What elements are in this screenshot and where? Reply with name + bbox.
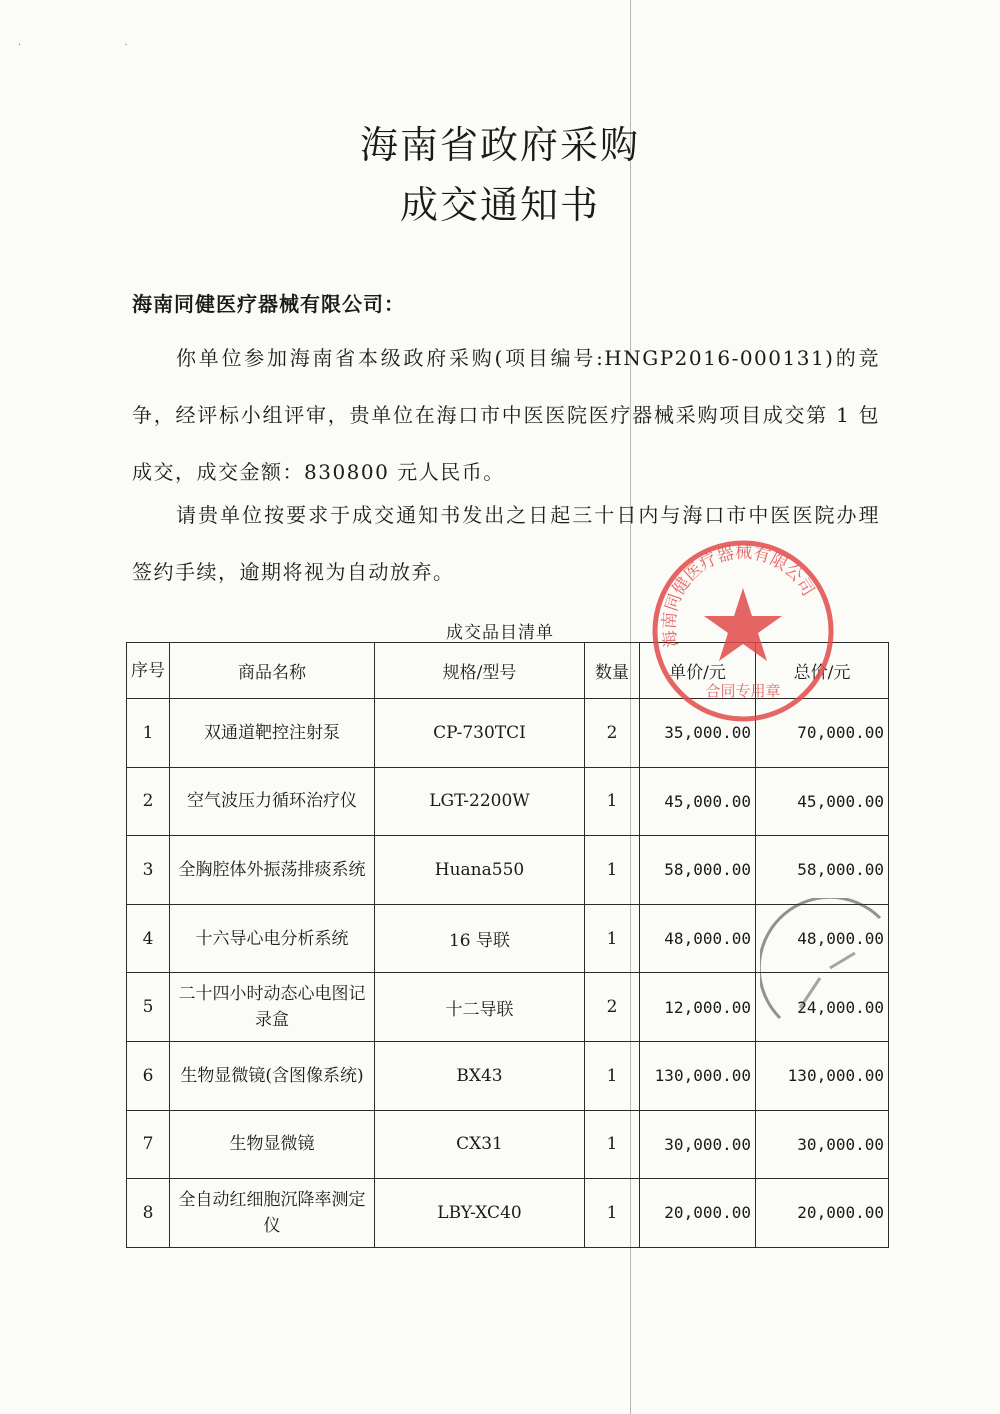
cell-unit-price: 130,000.00 xyxy=(640,1041,756,1110)
table-row xyxy=(127,1110,889,1179)
cell-no: 6 xyxy=(127,1041,170,1110)
recipient-line: 海南同健医疗器械有限公司： xyxy=(132,292,405,316)
cell-no: 5 xyxy=(127,973,170,1042)
cell-spec: BX43 xyxy=(375,1041,585,1110)
cell-name: 生物显微镜(含图像系统) xyxy=(170,1041,375,1110)
notice-paragraph-signing: 请贵单位按要求于成交通知书发出之日起三十日内与海口市中医医院办理签约手续，逾期将视为自动放弃。 xyxy=(132,503,880,584)
cell-total: 20,000.00 xyxy=(756,1179,889,1248)
cell-unit-price: 12,000.00 xyxy=(640,973,756,1042)
cell-qty: 2 xyxy=(585,699,640,768)
header-spec: 规格/型号 xyxy=(375,643,585,699)
cell-name: 全胸腔体外振荡排痰系统 xyxy=(170,836,375,905)
cell-total: 48,000.00 xyxy=(756,904,889,973)
cell-spec: 16 导联 xyxy=(375,904,585,973)
cell-total: 24,000.00 xyxy=(756,973,889,1042)
document-title: 海南省政府采购 xyxy=(359,123,640,167)
cell-name: 十六导心电分析系统 xyxy=(170,904,375,973)
cell-spec: LBY-XC40 xyxy=(375,1179,585,1248)
cell-name: 全自动红细胞沉降率测定仪 xyxy=(170,1179,375,1248)
cell-unit-price: 20,000.00 xyxy=(640,1179,756,1248)
cell-total: 45,000.00 xyxy=(756,767,889,836)
cell-total: 58,000.00 xyxy=(756,836,889,905)
cell-no: 2 xyxy=(127,767,170,836)
cell-no: 8 xyxy=(127,1179,170,1248)
cell-unit-price: 58,000.00 xyxy=(640,836,756,905)
header-unit-price: 单价/元 xyxy=(640,643,756,699)
cell-qty: 1 xyxy=(585,1110,640,1179)
header-name: 商品名称 xyxy=(170,643,375,699)
cell-name: 空气波压力循环治疗仪 xyxy=(170,767,375,836)
table-caption: 成交品目清单 xyxy=(446,623,554,643)
cell-spec: LGT-2200W xyxy=(375,767,585,836)
table-header-row xyxy=(127,643,889,699)
table-row xyxy=(127,699,889,768)
cell-name: 双通道靶控注射泵 xyxy=(170,699,375,768)
cell-unit-price: 45,000.00 xyxy=(640,767,756,836)
table-row xyxy=(127,904,889,973)
header-total: 总价/元 xyxy=(756,643,889,699)
header-no: 序号 xyxy=(127,643,170,699)
table-row xyxy=(127,1179,889,1248)
cell-no: 7 xyxy=(127,1110,170,1179)
cell-spec: 十二导联 xyxy=(375,973,585,1042)
document-subtitle: 成交通知书 xyxy=(399,183,600,227)
notice-paragraph-award: 你单位参加海南省本级政府采购(项目编号:HNGP2016-000131)的竞争，经评标小组评审，贵单位在海口市中医医院医疗器械采购项目成交第 1 包成交，成交金额：830800 元人民币。 xyxy=(132,346,880,484)
cell-total: 30,000.00 xyxy=(756,1110,889,1179)
cell-total: 130,000.00 xyxy=(756,1041,889,1110)
awarded-items-table xyxy=(126,642,889,1248)
seal-arc-text: 海南同健医疗器械有限公司 xyxy=(659,542,818,649)
cell-unit-price: 30,000.00 xyxy=(640,1110,756,1179)
cell-qty: 1 xyxy=(585,1041,640,1110)
cell-qty: 1 xyxy=(585,1179,640,1248)
cell-no: 3 xyxy=(127,836,170,905)
table-row xyxy=(127,836,889,905)
cell-spec: CP-730TCI xyxy=(375,699,585,768)
table-row xyxy=(127,1041,889,1110)
cell-qty: 1 xyxy=(585,836,640,905)
table-row xyxy=(127,767,889,836)
cell-spec: Huana550 xyxy=(375,836,585,905)
table-row xyxy=(127,973,889,1042)
cell-total: 70,000.00 xyxy=(756,699,889,768)
cell-unit-price: 48,000.00 xyxy=(640,904,756,973)
scan-specks: · · xyxy=(18,40,178,51)
cell-no: 4 xyxy=(127,904,170,973)
cell-unit-price: 35,000.00 xyxy=(640,699,756,768)
seal-bottom-text: 合同专用章 xyxy=(705,682,781,700)
cell-no: 1 xyxy=(127,699,170,768)
header-qty: 数量 xyxy=(585,643,640,699)
cell-name: 生物显微镜 xyxy=(170,1110,375,1179)
cell-qty: 2 xyxy=(585,973,640,1042)
cell-qty: 1 xyxy=(585,767,640,836)
cell-name: 二十四小时动态心电图记录盒 xyxy=(170,973,375,1042)
cell-qty: 1 xyxy=(585,904,640,973)
cell-spec: CX31 xyxy=(375,1110,585,1179)
